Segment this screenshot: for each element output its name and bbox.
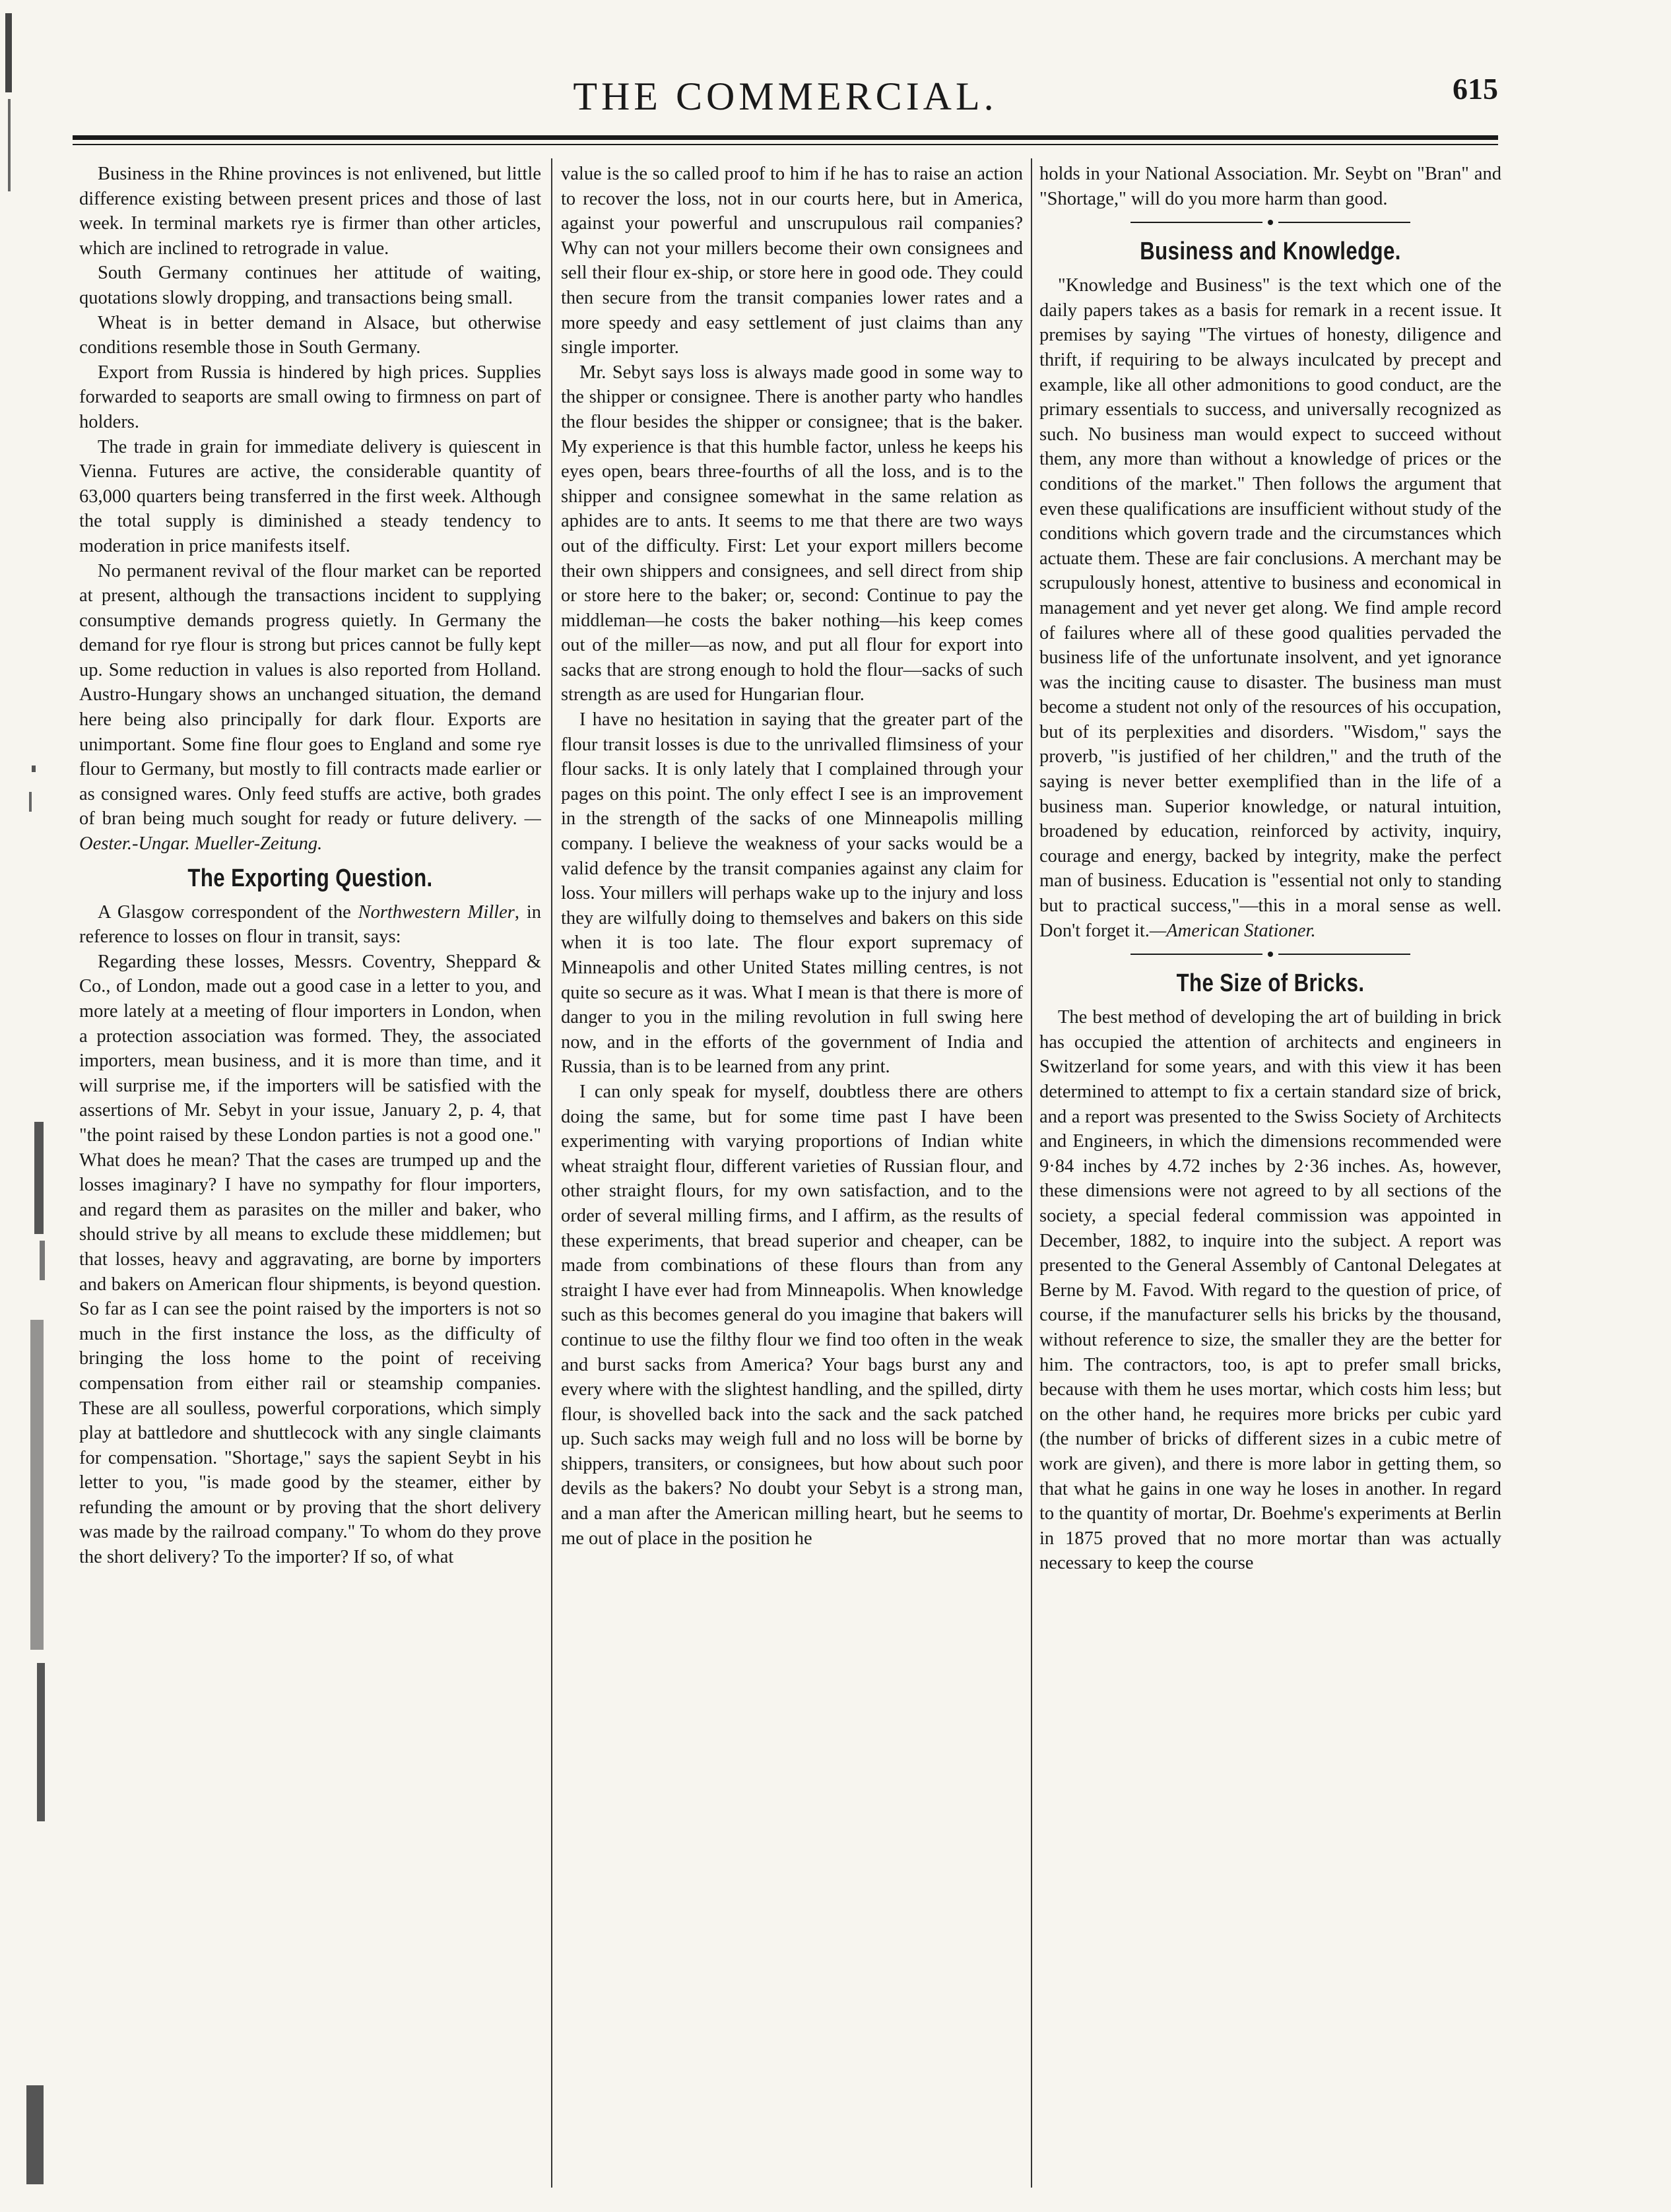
header-rule-thick xyxy=(73,135,1498,140)
binding-edge-marks xyxy=(0,0,59,2212)
publication-title: THE COMMERCIAL. xyxy=(573,75,998,118)
column-divider-2 xyxy=(1031,158,1032,2188)
paragraph-text: A Glasgow correspondent of the xyxy=(98,901,358,923)
paragraph-text: "Knowledge and Business" is the text which one of the daily papers takes as a basis for remark in a recent issue. It premises by saying "The virtues of honesty, diligence and thrift, if requiring to be always inculcated by precept and example, like all other admonitions to good conduct, are the primary essentials to success, and universally recognized as such. No business man would expect to succeed without them, any more than without a knowledge of prices or the conditions of the market." Then follows the argument that even these qualifications are insufficient without study of the conditions which govern trade and the circumstances which actuate them. These are fair conclusions. A merchant may be scrupulously honest, attentive to business and economical in management and yet never get along. We find ample record of failures where all of these good qualities pervaded the business life of the unfortunate insolvent, and yet ignorance was the inciting cause to disaster. The business man must become a student not only of the resources of his occupation, but of its perplexities and disorders. "Wisdom," says the proverb, "is justified of her children," and the truth of the saying is never better exemplified than in the life of a business man. Superior knowledge, or natural intuition, broadened by education, reinforced by activity, inquiry, courage and energy, backed by integrity, make the perfect man of business. Education is "essential not only to standing but to practical success,"—this in a moral sense as well. Don't forget it. xyxy=(1039,275,1501,941)
column-3 xyxy=(1039,162,1501,2181)
paragraph-text: , in reference to losses on flour in transit, says: xyxy=(79,901,541,948)
paragraph: Mr. Sebyt says loss is always made good in some way to the shipper or consignee. There is another party who handles the flour besides the shipper or consignee; that is the baker. My experience is that this humble factor, unless he keeps his eyes open, bears three-fourths of all the loss, and is to the shipper and consignee somewhat in the same relation as aphides are to ants. It seems to me that there are two ways out of the difficulty. First: Let your export millers become their own shippers and consignees, and sell direct from ship or store here to the baker; or, second: Continue to pay the middleman—he costs the baker nothing—his keep comes out of the miller—as now, and put all flour for export into sacks that are strong enough to hold the flour—sacks of such strength as are used for Hungarian flour. xyxy=(561,362,1023,705)
paragraph: Business in the Rhine provinces is not enlivened, but little difference existing between present prices and those of last week. In terminal markets rye is firmer than other articles, which are inclined to retrograde in value. xyxy=(79,164,541,259)
section-separator xyxy=(1039,212,1501,230)
paragraph-text: No permanent revival of the flour market can be reported at present, although the transactions incident to supplying consumptive demands progress quietly. In Germany the demand for rye flour is strong but prices cannot be fully kept up. Some reduction in values is also reported from Holland. Austro-Hungary shows an unchanged situation, the demand here being also principally for dark flour. Exports are unimportant. Some fine flour goes to England and some rye flour to Germany, but mostly to fill contracts made earlier or as consigned wares. Only feed stuffs are active, both grades of bran being much sought for ready or future delivery. xyxy=(79,560,541,830)
article-heading-exporting-question: The Exporting Question. xyxy=(187,864,433,892)
article-heading-business-knowledge: Business and Knowledge. xyxy=(1140,238,1401,266)
paragraph: The trade in grain for immediate delivery is quiescent in Vienna. Futures are active, the considerable quantity of 63,000 quarters being transferred in the first week. Although the total supply is diminished a steady tendency to moderation in price manifests itself. xyxy=(79,436,541,556)
masthead xyxy=(73,66,1498,125)
publication-name: Northwestern Miller xyxy=(358,901,515,923)
section-separator xyxy=(1039,944,1501,961)
article-heading-size-of-bricks: The Size of Bricks. xyxy=(1176,969,1365,998)
column-1 xyxy=(79,162,541,2181)
paragraph: Export from Russia is hindered by high prices. Supplies forwarded to seaports are small owing to firmness on part of holders. xyxy=(79,362,541,432)
paragraph: Regarding these losses, Messrs. Coventry, Sheppard & Co., of London, made out a good case in a letter to you, and more lately at a meeting of flour importers in London, when a protection association was formed. They, the associated importers, mean business, and it is more than time, and it will surprise me, if the importers will be satisfied with the assertions of Mr. Sebyt in your issue, January 2, p. 4, that "the point raised by these London parties is not a good one." What does he mean? That the cases are trumped up and the losses imaginary? I have no sympathy for flour importers, and regard them as parasites on the miller and baker, who should strive by all means to exclude these middlemen; but that losses, heavy and aggravating, are borne by importers and bakers on American flour shipments, is beyond question. So far as I can see the point raised by the importers is not so much in the first instance the loss, as the difficulty of bringing the loss home to the point of receiving compensation from either rail or steamship companies. These are all soulless, powerful corporations, which simply play at battledore and shuttlecock with any single claimants for compensation. "Shortage," says the sapient Seybt in his letter to you, "is made good by the steamer, either by refunding the amount or by proving that the short delivery was made by the railroad company." To whom do they prove the short delivery? To the importer? If so, of what xyxy=(79,951,541,1568)
page-number: 615 xyxy=(1453,72,1498,106)
paragraph: holds in your National Association. Mr. Seybt on "Bran" and "Shortage," will do you more harm than good. xyxy=(1039,164,1501,209)
source-credit: —American Stationer. xyxy=(1149,920,1316,941)
paragraph: value is the so called proof to him if he has to raise an action to recover the loss, not in our courts here, but in America, against your powerful and unscrupulous rail companies? Why can not your millers become their own consignees and sell their flour ex-ship, or store here in good ode. They could then secure from the transit companies lower rates and a more speedy and easy settlement of just claims than any single importer. xyxy=(561,164,1023,358)
source-credit: —Oester.-Ungar. Mueller-Zeitung. xyxy=(79,808,541,855)
paragraph: South Germany continues her attitude of waiting, quotations slowly dropping, and transactions being small. xyxy=(79,263,541,308)
header-rule-thin xyxy=(73,144,1498,145)
paragraph: Wheat is in better demand in Alsace, but otherwise conditions resemble those in South Germany. xyxy=(79,312,541,358)
paragraph: I can only speak for myself, doubtless there are others doing the same, but for some time past I have been experimenting with varying proportions of Indian white wheat straight flour, different varieties of Russian flour, and other straight flours, for my own satisfaction, and to the order of several milling firms, and I affirm, as the results of these experiments, that bread superior and cheaper, can be made from combinations of these flours than from any straight I have ever had from Minneapolis. When knowledge such as this becomes general do you imagine that bakers will continue to use the filthy flour we find too often in the weak and burst sacks from America? Your bags burst any and every where with the slightest handling, and the spilled, dirty flour, is shovelled back into the sack and the sack patched up. Such sacks may weigh full and no loss will be borne by shippers, transiters, or consignees, but how about such poor devils as the bakers? No doubt your Sebyt is a strong man, and a man after the American milling heart, but he seems to me out of place in the position he xyxy=(561,1081,1023,1549)
paragraph: The best method of developing the art of building in brick has occupied the attention of architects and engineers in Switzerland for some years, and with this view it has been determined to attempt to fix a certain standard size of brick, and a report was presented to the Swiss Society of Architects and Engineers, in which the dimensions recommended were 9·84 inches by 4.72 inches by 2·36 inches. As, however, these dimensions were not agreed to by all sections of the society, a special federal commission was appointed in December, 1882, to inquire into the subject. A report was presented to the General Assembly of Cantonal Delegates at Berne by M. Favod. With regard to the question of price, of course, if the manufacturer sells his bricks by the thousand, without reference to size, the smaller they are the better for him. The contractors, too, is apt to prefer small bricks, because with them he uses mortar, which costs him less; but on the other hand, he requires more bricks per cubic yard (the number of bricks of different sizes in a cubic metre of work are given), and there is more labor in getting them, so that what he gains in one way he loses in another. In regard to the quantity of mortar, Dr. Boehme's experiments at Berlin in 1875 proved that no more mortar than was actually necessary to keep the course xyxy=(1039,1007,1501,1574)
paragraph: I have no hesitation in saying that the greater part of the flour transit losses is due to the unrivalled flimsiness of your flour sacks. It is only lately that I complained through your pages on this point. The only effect I see is an improvement in the strength of the sacks of one Minneapolis milling company. I believe the weakness of your sacks would be a valid defence by the transit companies against any claim for loss. Your millers will perhaps wake up to the injury and loss they are wilfully doing to themselves and bakers on this side when it is too late. The flour export supremacy of Minneapolis and other United States milling centres, is not quite so secure as it was. What I mean is that there is more of danger to you in the miling revolution in full swing here now, and in the efforts of the government of India and Russia, than is to be learned from any print. xyxy=(561,709,1023,1078)
paragraph xyxy=(79,900,541,950)
column-2 xyxy=(561,162,1023,2181)
paragraph xyxy=(79,559,541,857)
paragraph xyxy=(1039,273,1501,943)
column-divider-1 xyxy=(551,158,552,2188)
